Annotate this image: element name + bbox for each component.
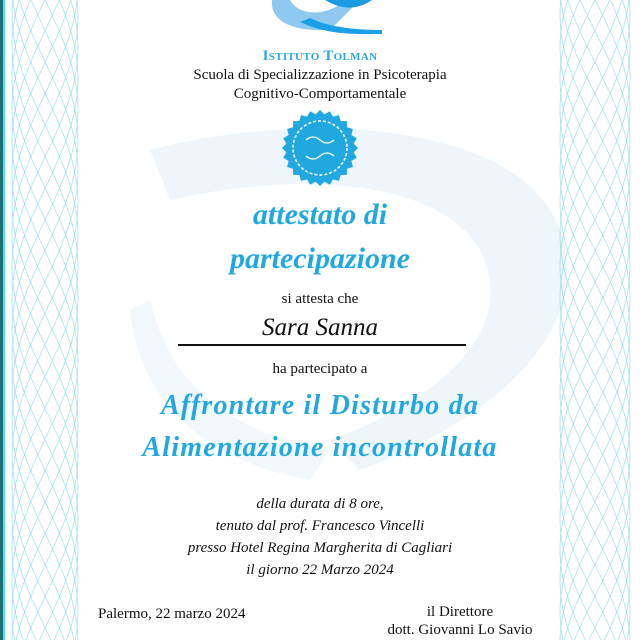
signer-name: dott. Giovanni Lo Savio [387, 622, 533, 638]
participated-text: ha partecipato a [272, 361, 368, 377]
course-title-line1: Affrontare il Disturbo da [160, 390, 480, 421]
institute-logo [272, 0, 382, 34]
detail-duration: della durata di 8 ore, [256, 496, 384, 512]
attests-text: si attesta che [281, 291, 359, 307]
seal-badge [282, 110, 358, 186]
course-title-line2: Alimentazione incontrollata [142, 432, 498, 463]
detail-teacher: tenuto dal prof. Francesco Vincelli [215, 518, 425, 534]
institute-subtitle-line2: Cognitivo-Comportamentale [233, 86, 407, 102]
place-date: Palermo, 22 marzo 2024 [98, 606, 246, 622]
detail-venue: presso Hotel Regina Margherita di Cagliari [187, 540, 453, 556]
certificate-title-line2: partecipazione [230, 242, 410, 275]
signer-role: il Direttore [426, 604, 494, 620]
institute-name: Istituto Tolman [262, 48, 378, 64]
certificate-title-line1: attestato di [252, 198, 388, 231]
detail-date: il giorno 22 Marzo 2024 [246, 562, 394, 578]
name-underline [178, 344, 466, 346]
institute-subtitle-line1: Scuola di Specializzazione in Psicoterapia [193, 67, 447, 83]
participant-name: Sara Sanna [262, 314, 378, 341]
